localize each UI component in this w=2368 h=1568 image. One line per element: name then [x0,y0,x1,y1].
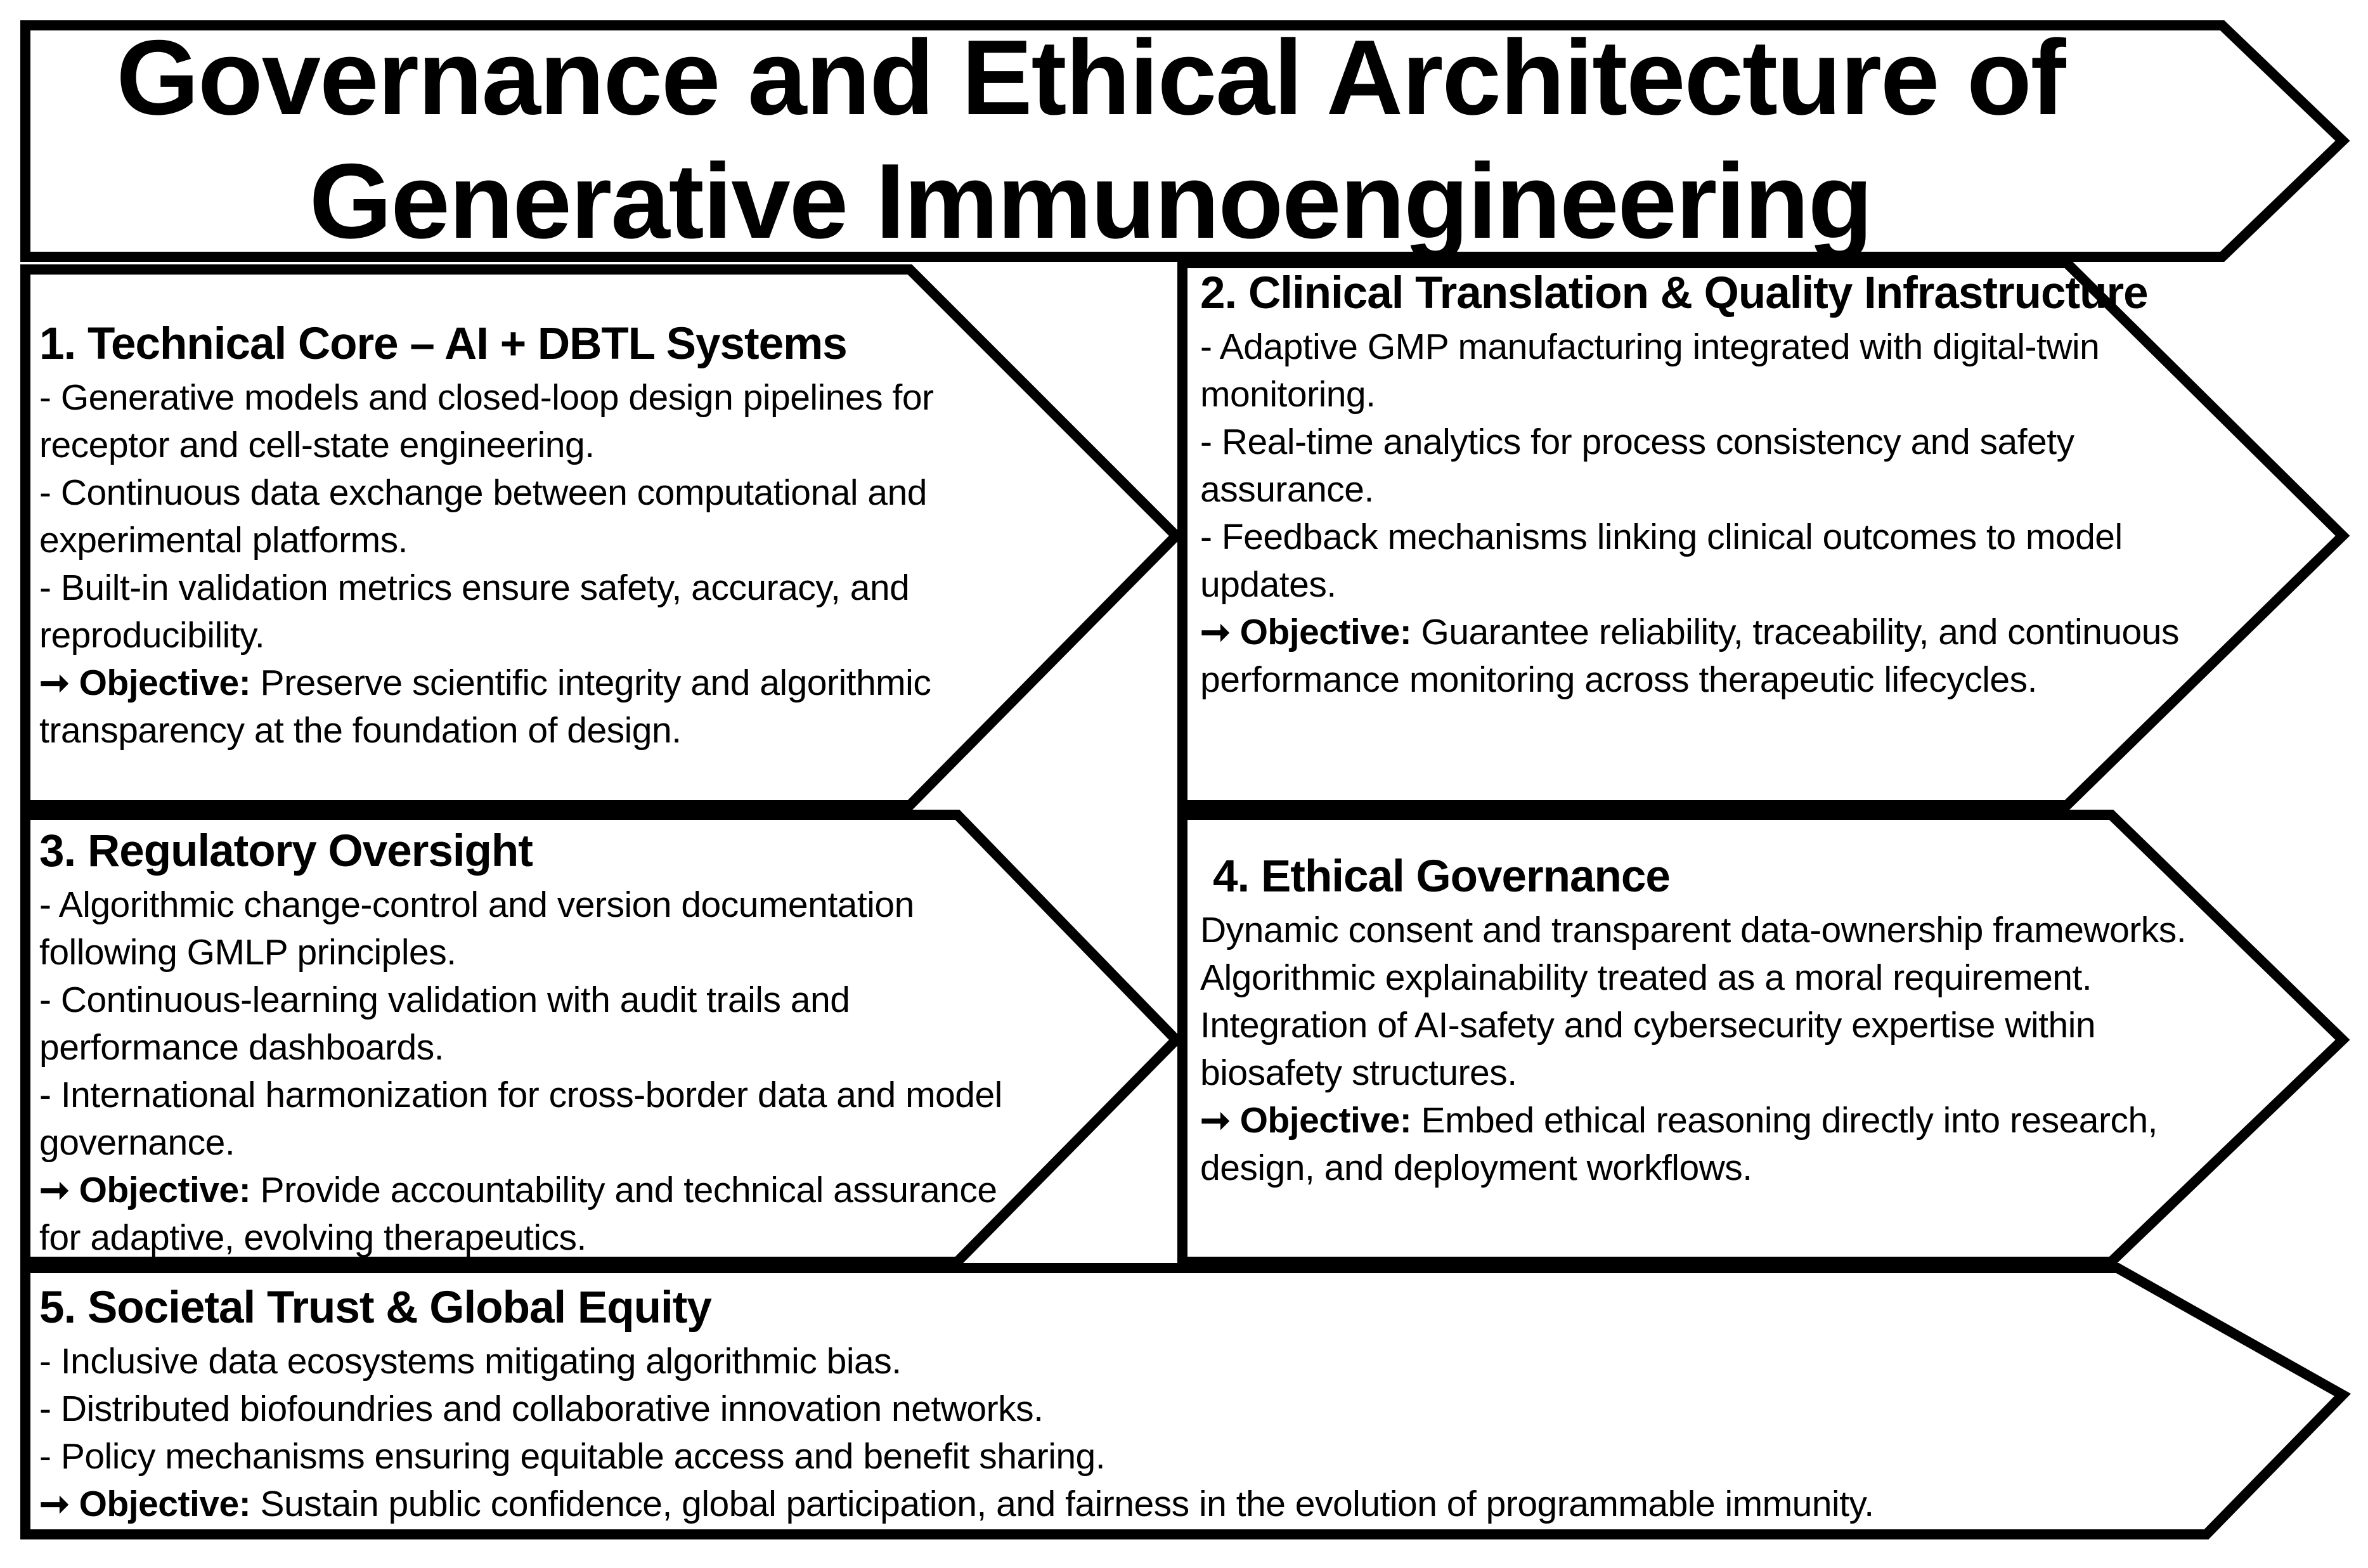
panel-objective [39,659,1028,755]
panel-bullet: - Real-time analytics for process consistency and safety assurance. [1200,422,2074,510]
panel-regulatory-oversight [39,821,1028,1262]
objective-text: Guarantee reliability, traceability, and continuous performance monitoring across therapeutic lifecycles. [1200,612,2179,700]
objective-label: ➞ Objective: [39,1170,251,1210]
objective-label: ➞ Objective: [39,663,251,703]
panel-bullet: - Generative models and closed-loop design pipelines for receptor and cell-state engineering. [39,377,934,465]
panel-bullet: - Built-in validation metrics ensure safety, accuracy, and reproducibility. [39,567,910,656]
panel-heading: 5. Societal Trust & Global Equity [39,1283,711,1333]
panel-bullet: - Distributed biofoundries and collaborative innovation networks. [39,1389,1044,1429]
panel-bullet: - Continuous data exchange between computational and experimental platforms. [39,472,928,560]
panel-objective [1200,609,2202,704]
panel-objective [39,1167,1028,1262]
panel-ethical-governance [1200,846,2202,1192]
panel-bullet: - Adaptive GMP manufacturing integrated with digital-twin monitoring. [1200,327,2100,415]
panel-bullet: Dynamic consent and transparent data-ownership frameworks. [1200,910,2187,950]
panel-technical-core [39,314,1028,755]
panel-objective [39,1481,2157,1528]
objective-label: ➞ Objective: [1200,612,1412,652]
objective-label: ➞ Objective: [39,1484,251,1524]
title-line-1: Governance and Ethical Architecture of [116,18,2065,138]
panel-bullet: - International harmonization for cross-border data and model governance. [39,1075,1002,1163]
panel-bullet: - Inclusive data ecosystems mitigating algorithmic bias. [39,1341,902,1382]
objective-label: ➞ Objective: [1200,1100,1412,1141]
panel-bullet: Algorithmic explainability treated as a moral requirement. [1200,957,2092,998]
panel-bullet: - Policy mechanisms ensuring equitable access and benefit sharing. [39,1436,1106,1477]
objective-text: Embed ethical reasoning directly into research, design, and deployment workflows. [1200,1100,2158,1188]
objective-text: Provide accountability and technical assurance for adaptive, evolving therapeutics. [39,1170,997,1258]
title-line-2: Generative Immunoengineering [309,141,1872,261]
panel-bullet: - Algorithmic change-control and version documentation following GMLP principles. [39,884,914,973]
panel-bullet: - Continuous-learning validation with audit trails and performance dashboards. [39,980,850,1068]
diagram-title [25,18,2156,261]
panel-bullet: - Feedback mechanisms linking clinical outcomes to model updates. [1200,517,2123,605]
panel-societal-trust [39,1278,2157,1528]
panel-heading: 1. Technical Core – AI + DBTL Systems [39,319,847,369]
panel-heading: 3. Regulatory Oversight [39,826,533,876]
objective-text: Sustain public confidence, global participation, and fairness in the evolution of programmable immunity. [260,1484,1874,1524]
panel-heading: 4. Ethical Governance [1213,852,1670,902]
panel-bullet: Integration of AI-safety and cybersecurity expertise within biosafety structures. [1200,1005,2096,1093]
panel-objective [1200,1097,2202,1192]
objective-text: Preserve scientific integrity and algorithmic transparency at the foundation of design. [39,663,931,751]
panel-heading: 2. Clinical Translation & Quality Infrastructure [1200,268,2148,318]
panel-clinical-translation [1200,263,2202,704]
